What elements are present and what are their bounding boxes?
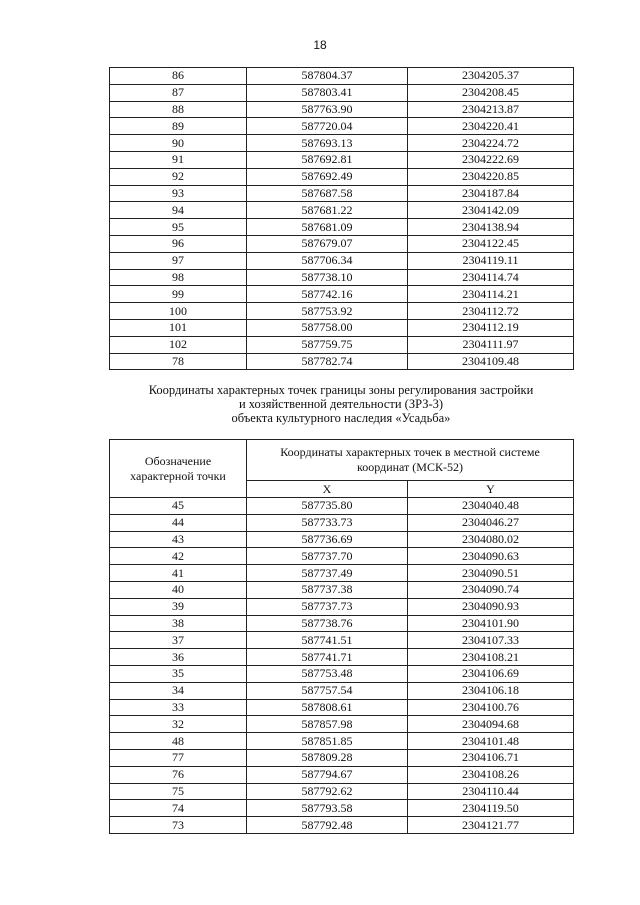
point-number-cell: 40 [110,581,247,598]
table-row [110,749,574,766]
point-number-cell: 32 [110,716,247,733]
table-row [110,219,574,236]
x-coordinate-cell: 587720.04 [247,118,408,135]
point-number-cell: 97 [110,252,247,269]
x-coordinate-cell: 587692.81 [247,151,408,168]
y-coordinate-cell: 2304208.45 [408,84,574,101]
point-number-cell: 88 [110,101,247,118]
point-number-cell: 39 [110,598,247,615]
x-coordinate-cell: 587793.58 [247,800,408,817]
table-row [110,531,574,548]
y-coordinate-cell: 2304094.68 [408,716,574,733]
table-row [110,84,574,101]
table-row [110,68,574,85]
point-number-cell: 35 [110,665,247,682]
x-coordinate-cell: 587757.54 [247,682,408,699]
point-number-cell: 93 [110,185,247,202]
x-coordinate-cell: 587753.48 [247,665,408,682]
table-row [110,817,574,834]
x-coordinate-cell: 587804.37 [247,68,408,85]
x-column-header: X [247,481,408,498]
table-row [110,185,574,202]
x-coordinate-cell: 587692.49 [247,168,408,185]
x-coordinate-cell: 587759.75 [247,336,408,353]
point-number-cell: 92 [110,168,247,185]
y-coordinate-cell: 2304112.19 [408,319,574,336]
table-row [110,565,574,582]
point-number-cell: 48 [110,733,247,750]
table-row [110,615,574,632]
y-coordinate-cell: 2304111.97 [408,336,574,353]
x-coordinate-cell: 587741.71 [247,649,408,666]
point-number-cell: 73 [110,817,247,834]
point-number-cell: 36 [110,649,247,666]
point-number-cell: 94 [110,202,247,219]
y-coordinate-cell: 2304224.72 [408,135,574,152]
x-coordinate-cell: 587706.34 [247,252,408,269]
x-coordinate-cell: 587742.16 [247,286,408,303]
page-number: 18 [313,38,327,52]
table-row [110,319,574,336]
table-row [110,581,574,598]
y-coordinate-cell: 2304187.84 [408,185,574,202]
x-coordinate-cell: 587738.10 [247,269,408,286]
point-number-cell: 90 [110,135,247,152]
table-row [110,800,574,817]
point-number-cell: 78 [110,353,247,370]
x-coordinate-cell: 587763.90 [247,101,408,118]
table-row [110,336,574,353]
x-coordinate-cell: 587735.80 [247,498,408,515]
y-coordinate-cell: 2304220.41 [408,118,574,135]
table-row [110,269,574,286]
point-number-cell: 44 [110,514,247,531]
x-coordinate-cell: 587803.41 [247,84,408,101]
y-coordinate-cell: 2304119.50 [408,800,574,817]
point-designation-header: Обозначение характерной точки [110,440,247,498]
y-coordinate-cell: 2304100.76 [408,699,574,716]
point-number-cell: 45 [110,498,247,515]
x-coordinate-cell: 587687.58 [247,185,408,202]
table-body [110,498,574,834]
point-number-cell: 91 [110,151,247,168]
table-row [110,303,574,320]
x-coordinate-cell: 587681.22 [247,202,408,219]
table-row [110,135,574,152]
point-number-cell: 41 [110,565,247,582]
table-row [110,286,574,303]
heading-line-3: объекта культурного наследия «Усадьба» [231,411,451,425]
point-number-cell: 33 [110,699,247,716]
y-coordinate-cell: 2304138.94 [408,219,574,236]
table-row [110,682,574,699]
table-row [110,151,574,168]
table-row [110,235,574,252]
heading-line-1: Координаты характерных точек границы зоны регулирования застройки [148,383,534,397]
table-row [110,632,574,649]
point-number-cell: 101 [110,319,247,336]
point-number-cell: 75 [110,783,247,800]
point-number-cell: 100 [110,303,247,320]
y-coordinate-cell: 2304101.90 [408,615,574,632]
x-coordinate-cell: 587736.69 [247,531,408,548]
x-coordinate-cell: 587792.62 [247,783,408,800]
y-coordinate-cell: 2304205.37 [408,68,574,85]
point-number-cell: 76 [110,766,247,783]
y-coordinate-cell: 2304142.09 [408,202,574,219]
point-number-cell: 102 [110,336,247,353]
table-row [110,101,574,118]
point-number-cell: 42 [110,548,247,565]
table-row [110,649,574,666]
table-row [110,353,574,370]
x-coordinate-cell: 587679.07 [247,235,408,252]
y-coordinate-cell: 2304114.21 [408,286,574,303]
y-coordinate-cell: 2304121.77 [408,817,574,834]
coordinates-header: Координаты характерных точек в местной системе координат (МСК-52) [247,440,574,481]
heading-line-2: и хозяйственной деятельности (ЗРЗ-3) [238,397,444,411]
table-header [110,440,574,498]
y-coordinate-cell: 2304110.44 [408,783,574,800]
point-number-cell: 43 [110,531,247,548]
table-row [110,783,574,800]
table-row [110,202,574,219]
x-coordinate-cell: 587737.38 [247,581,408,598]
table-row [110,716,574,733]
point-number-cell: 96 [110,235,247,252]
point-number-cell: 99 [110,286,247,303]
x-coordinate-cell: 587681.09 [247,219,408,236]
x-coordinate-cell: 587741.51 [247,632,408,649]
table-row [110,548,574,565]
y-coordinate-cell: 2304108.26 [408,766,574,783]
point-number-cell: 34 [110,682,247,699]
x-coordinate-cell: 587809.28 [247,749,408,766]
y-coordinate-cell: 2304220.85 [408,168,574,185]
y-coordinate-cell: 2304106.69 [408,665,574,682]
table-row [110,252,574,269]
y-coordinate-cell: 2304109.48 [408,353,574,370]
table-row [110,514,574,531]
x-coordinate-cell: 587738.76 [247,615,408,632]
y-coordinate-cell: 2304090.93 [408,598,574,615]
x-coordinate-cell: 587737.49 [247,565,408,582]
y-coordinate-cell: 2304046.27 [408,514,574,531]
x-coordinate-cell: 587857.98 [247,716,408,733]
point-number-cell: 89 [110,118,247,135]
x-coordinate-cell: 587808.61 [247,699,408,716]
y-coordinate-cell: 2304106.71 [408,749,574,766]
table-row [110,733,574,750]
table-row [110,665,574,682]
coordinates-table-bottom [109,439,574,834]
y-coordinate-cell: 2304040.48 [408,498,574,515]
point-number-cell: 95 [110,219,247,236]
table-body [110,68,574,370]
table-row [110,598,574,615]
y-coordinate-cell: 2304090.74 [408,581,574,598]
point-number-cell: 87 [110,84,247,101]
table-row [110,168,574,185]
point-number-cell: 38 [110,615,247,632]
y-coordinate-cell: 2304112.72 [408,303,574,320]
y-coordinate-cell: 2304119.11 [408,252,574,269]
y-coordinate-cell: 2304107.33 [408,632,574,649]
point-number-cell: 86 [110,68,247,85]
x-coordinate-cell: 587851.85 [247,733,408,750]
x-coordinate-cell: 587792.48 [247,817,408,834]
table-row [110,699,574,716]
y-coordinate-cell: 2304122.45 [408,235,574,252]
x-coordinate-cell: 587693.13 [247,135,408,152]
y-coordinate-cell: 2304222.69 [408,151,574,168]
x-coordinate-cell: 587794.67 [247,766,408,783]
y-coordinate-cell: 2304114.74 [408,269,574,286]
table-row [110,766,574,783]
y-coordinate-cell: 2304080.02 [408,531,574,548]
x-coordinate-cell: 587733.73 [247,514,408,531]
point-number-cell: 98 [110,269,247,286]
point-number-cell: 37 [110,632,247,649]
x-coordinate-cell: 587782.74 [247,353,408,370]
table-row [110,118,574,135]
y-coordinate-cell: 2304106.18 [408,682,574,699]
y-coordinate-cell: 2304090.63 [408,548,574,565]
y-column-header: Y [408,481,574,498]
y-coordinate-cell: 2304108.21 [408,649,574,666]
y-coordinate-cell: 2304090.51 [408,565,574,582]
y-coordinate-cell: 2304213.87 [408,101,574,118]
x-coordinate-cell: 587758.00 [247,319,408,336]
section-heading [109,383,573,425]
point-number-cell: 77 [110,749,247,766]
coordinates-table-top [109,67,574,370]
y-coordinate-cell: 2304101.48 [408,733,574,750]
table-row [110,498,574,515]
x-coordinate-cell: 587737.70 [247,548,408,565]
point-number-cell: 74 [110,800,247,817]
x-coordinate-cell: 587753.92 [247,303,408,320]
x-coordinate-cell: 587737.73 [247,598,408,615]
